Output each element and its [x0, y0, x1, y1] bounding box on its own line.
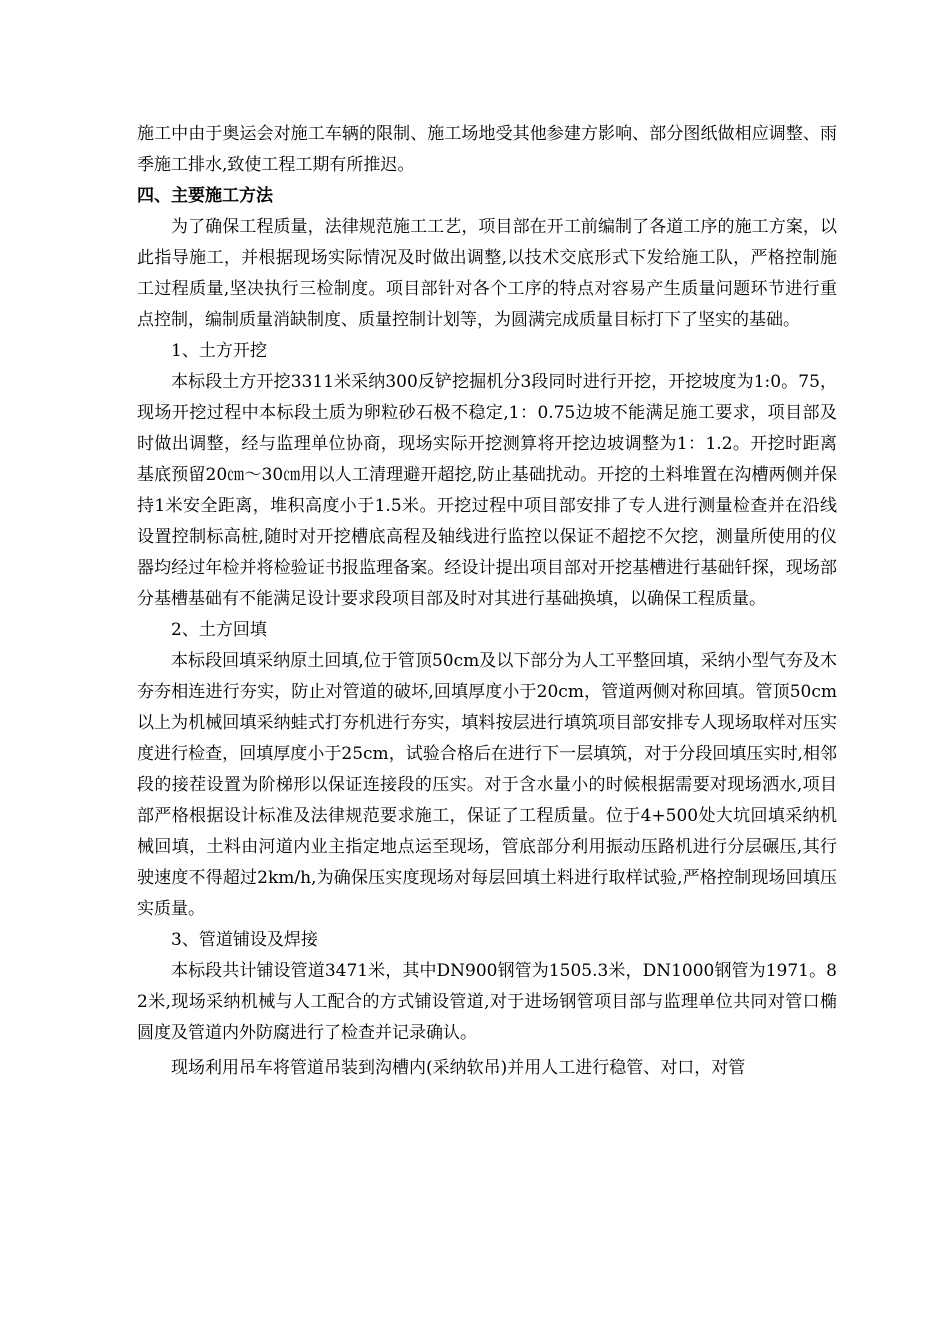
final-paragraph: 现场利用吊车将管道吊装到沟槽内(采纳软吊)并用人工进行稳管、对口，对管	[171, 1058, 746, 1078]
excavation-paragraph: 本标段土方开挖3311米采纳300反铲挖掘机分3段同时进行开挖，开挖坡度为1:0。75，现场开挖过程中本标段土质为卵粒砂石极不稳定,1：0.75边坡不能满足施工要求，项目部及时做出调整，经与监理单位协商，现场实际开挖测算将开挖边坡调整为1：1.2。开挖时距离基底预留20㎝～30㎝用以人工清理避开超挖,防止基础扰动。开挖的土料堆置在沟槽两侧并保持1米安全距离，堆积高度小于1.5米。开挖过程中项目部安排了专人进行测量检查并在沿线设置控制标高桩,随时对开挖槽底高程及轴线进行监控以保证不超挖不欠挖，测量所使用的仪器均经过年检并将检验证书报监理备案。经设计提出项目部对开挖基槽进行基础钎探，现场部分基槽基础有不能满足设计要求段项目部及时对其进行基础换填，以确保工程质量。	[137, 372, 837, 609]
subsection-title-backfill: 2、土方回填	[171, 620, 267, 640]
backfill-paragraph: 本标段回填采纳原土回填,位于管顶50cm及以下部分为人工平整回填，采纳小型气夯及木夯夯相连进行夯实，防止对管道的破坏,回填厚度小于20cm，管道两侧对称回填。管顶50cm以上为机械回填采纳蛙式打夯机进行夯实，填料按层进行填筑项目部安排专人现场取样对压实度进行检查，回填厚度小于25cm，试验合格后在进行下一层填筑，对于分段回填压实时,相邻段的接茬设置为阶梯形以保证连接段的压实。对于含水量小的时候根据需要对现场洒水,项目部严格根据设计标准及法律规范要求施工，保证了工程质量。位于4+500处大坑回填采纳机械回填，土料由河道内业主指定地点运至现场，管底部分利用振动压路机进行分层碾压,其行驶速度不得超过2km/h,为确保压实度现场对每层回填土料进行取样试验,严格控制现场回填压实质量。	[137, 651, 837, 919]
intro-paragraph: 施工中由于奥运会对施工车辆的限制、施工场地受其他参建方影响、部分图纸做相应调整、雨季施工排水,致使工程工期有所推迟。	[137, 124, 837, 175]
document-page	[137, 119, 837, 1084]
subsection-title-excavation: 1、土方开挖	[171, 341, 267, 361]
subsection-title-pipe-laying: 3、管道铺设及焊接	[171, 930, 318, 950]
pipe-laying-paragraph: 本标段共计铺设管道3471米，其中DN900钢管为1505.3米，DN1000钢管为1971。82米,现场采纳机械与人工配合的方式铺设管道,对于进场钢管项目部与监理单位共同对管口椭圆度及管道内外防腐进行了检查并记录确认。	[137, 961, 837, 1043]
section-intro-paragraph: 为了确保工程质量，法律规范施工工艺，项目部在开工前编制了各道工序的施工方案，以此指导施工，并根据现场实际情况及时做出调整,以技术交底形式下发给施工队，严格控制施工过程质量,坚决执行三检制度。项目部针对各个工序的特点对容易产生质量问题环节进行重点控制，编制质量消缺制度、质量控制计划等，为圆满完成质量目标打下了坚实的基础。	[137, 217, 837, 330]
section-heading: 四、主要施工方法	[137, 186, 273, 206]
